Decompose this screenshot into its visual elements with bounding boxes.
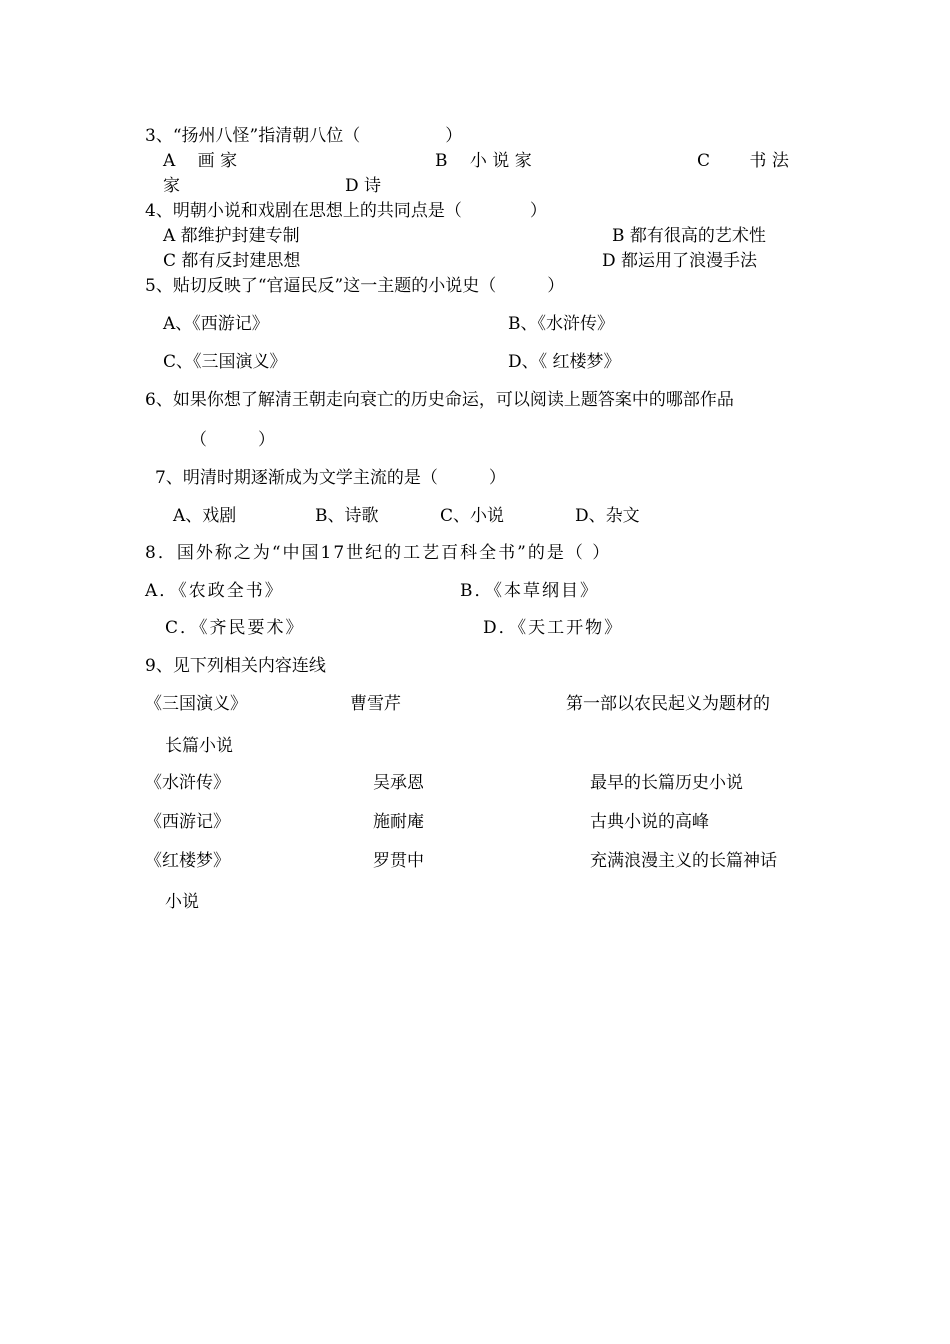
q9-desc-1: 第一部以农民起义为题材的 [566,694,770,714]
q7-option-b: B、诗歌 [315,506,379,526]
q9-author-2: 吴承恩 [373,773,424,793]
q7-option-d: D、杂文 [575,506,640,526]
q9-desc-4-continued: 小说 [165,892,199,912]
q4-option-a: A 都维护封建专制 [163,226,300,246]
q4-option-b: B 都有很高的艺术性 [612,226,766,246]
q3-option-b: B 小 说 家 [435,151,532,171]
q9-desc-2: 最早的长篇历史小说 [590,773,743,793]
q3-option-c-continued: 家 [163,176,180,196]
q5-stem: 5、贴切反映了“官逼民反”这一主题的小说史（ ） [145,276,565,296]
q5-option-d: D、《 红楼梦》 [508,352,621,372]
q9-book-4: 《红楼梦》 [145,851,230,871]
q9-book-2: 《水浒传》 [145,773,230,793]
q8-option-b: B．《本草纲目》 [460,581,599,601]
q9-desc-4: 充满浪漫主义的长篇神话 [590,851,777,871]
q4-option-d: D 都运用了浪漫手法 [602,251,758,271]
q3-stem: 3、“扬州八怪”指清朝八位（ ） [145,126,463,146]
q7-option-c: C、小说 [440,506,505,526]
q4-option-c: C 都有反封建思想 [163,251,301,271]
q8-option-a: A．《农政全书》 [145,581,284,601]
q7-stem: 7、明清时期逐渐成为文学主流的是（ ） [155,468,506,488]
q6-stem: 6、如果你想了解清王朝走向衰亡的历史命运，可以阅读上题答案中的哪部作品 [145,390,734,410]
q9-author-4: 罗贯中 [373,851,424,871]
q5-option-c: C、《三国演义》 [163,352,287,372]
q9-author-3: 施耐庵 [373,812,424,832]
q6-answer-blank: （ ） [190,430,275,450]
q8-stem: 8．国外称之为“中国17世纪的工艺百科全书”的是（ ） [145,543,612,563]
q9-book-1: 《三国演义》 [145,694,247,714]
q5-option-b: B、《水浒传》 [508,314,614,334]
q9-desc-1-continued: 长篇小说 [165,736,233,756]
q8-option-d: D．《天工开物》 [483,618,624,638]
q4-stem: 4、明朝小说和戏剧在思想上的共同点是（ ） [145,201,547,221]
q3-option-d: D 诗 [345,176,382,196]
q8-option-c: C．《齐民要术》 [165,618,305,638]
q3-option-c: C 书 法 [697,151,789,171]
q9-book-3: 《西游记》 [145,812,230,832]
q5-option-a: A、《西游记》 [163,314,269,334]
q7-option-a: A、戏剧 [173,506,237,526]
q9-stem: 9、见下列相关内容连线 [145,656,326,676]
q3-option-a: A 画 家 [163,151,238,171]
q9-desc-3: 古典小说的高峰 [590,812,709,832]
q9-author-1: 曹雪芹 [350,694,401,714]
